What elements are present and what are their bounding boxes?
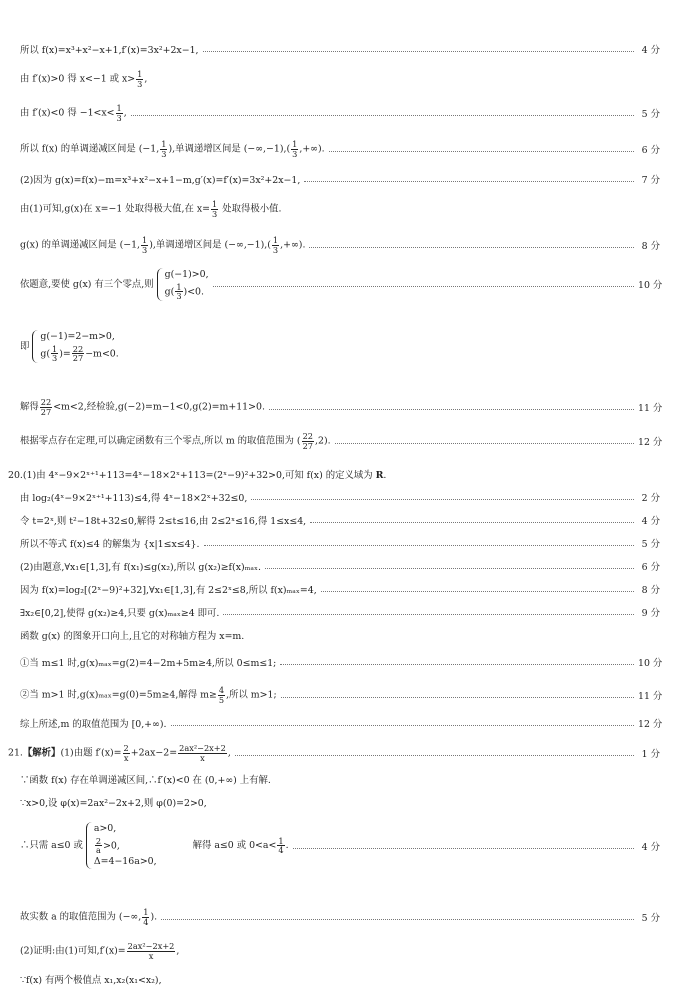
fraction: $\frac{4}{5}$ <box>218 685 225 705</box>
score: 6 分 <box>641 145 660 157</box>
fraction: $\frac{1}{3}$ <box>212 199 218 219</box>
score: 10 分 <box>638 658 663 669</box>
line-18: ∃x₂∈[0,2],使得 g(x₂)≥4,只要 g(x)ₘₐₓ≥4 即可. 9 分 <box>20 605 660 619</box>
equation-system: g(−1)>0, g( $\frac{1}{3}$ )<0. <box>157 268 209 301</box>
equation-system: g(−1)=2−m>0, g( $\frac{1}{3}$ )= $\frac{22}{27}$ −m<0. <box>32 330 118 363</box>
line-22: 综上所述,m 的取值范围为 [0,+∞). 12 分 <box>20 716 660 730</box>
score: 11 分 <box>638 403 663 415</box>
score: 12 分 <box>638 719 663 730</box>
line-28: (2)证明:由(1)可知,f′(x)= $\frac{\text{2ax²−2x+2}}{x}$ , <box>20 941 180 961</box>
leader-dots <box>204 544 635 546</box>
line-16: (2)由题意,∀x₁∈[1,3],有 f(x₁)≤g(x₂),所以 g(x₂)≥f(x)ₘₐₓ. 6 分 <box>20 559 660 573</box>
fraction: $\frac{1}{3}$ <box>116 103 122 123</box>
leader-dots <box>203 50 634 52</box>
line-21: ②当 m>1 时,g(x)ₘₐₓ=g(0)=5m≥4,解得 m≥ $\frac{4}{5}$ ,所以 m>1; 11 分 <box>20 685 663 705</box>
line-23: 21.【解析】(1)由题 f′(x)= $\frac{2}{x}$ +2ax−2= $\frac{\text{2ax²−2x+2}}{x}$ , 1 分 <box>8 743 660 763</box>
score: 5 分 <box>641 109 660 121</box>
leader-dots <box>280 663 634 665</box>
left-brace <box>32 330 39 363</box>
fraction: $\frac{22}{27}$ <box>302 431 313 451</box>
fraction: $\frac{1}{3}$ <box>292 139 298 159</box>
leader-dots <box>265 567 634 569</box>
fraction: $\frac{1}{3}$ <box>52 343 58 364</box>
line-4: 所以 f(x) 的单调递减区间是 (−1, $\frac{1}{3}$ ),单调递增区间是 (−∞,−1),( $\frac{1}{3}$ ,+∞). 6 分 <box>20 139 660 159</box>
fraction: $\frac{1}{3}$ <box>272 235 279 255</box>
line-1: 所以 f(x)=x³+x²−x+1,f′(x)=3x²+2x−1, 4 分 <box>20 42 660 56</box>
score: 7 分 <box>641 175 660 186</box>
score: 2 分 <box>641 493 660 504</box>
left-brace <box>157 268 164 301</box>
leader-dots <box>251 498 634 500</box>
leader-dots <box>269 408 634 410</box>
line-10: 解得 $\frac{22}{27}$ <m<2,经检验,g(−2)=m−1<0,g(2)=m+11>0. 11 分 <box>20 397 663 417</box>
score: 5 分 <box>641 539 660 550</box>
fraction: $\frac{1}{4}$ <box>143 907 149 927</box>
score: 4 分 <box>641 516 660 527</box>
leader-dots <box>335 442 634 444</box>
line-19: 函数 g(x) 的图象开口向上,且它的对称轴方程为 x=m. <box>20 631 245 642</box>
line-3: 由 f′(x)<0 得 −1<x< $\frac{1}{3}$ , 5 分 <box>20 103 660 123</box>
line-25: ∵x>0,设 φ(x)=2ax²−2x+2,则 φ(0)=2>0, <box>20 798 207 809</box>
left-brace <box>86 822 93 869</box>
equation-system: a>0, $\frac{2}{a}$ >0, Δ=4−16a>0, <box>86 822 157 869</box>
line-6: 由(1)可知,g(x)在 x=−1 处取得极大值,在 x= $\frac{1}{3}$ 处取得极小值. <box>20 199 282 219</box>
score: 5 分 <box>641 913 660 925</box>
leader-dots <box>309 246 634 248</box>
line-20: ①当 m≤1 时,g(x)ₘₐₓ=g(2)=4−2m+5m≥4,所以 0≤m≤1; 10 分 <box>20 655 660 669</box>
score: 10 分 <box>638 280 663 292</box>
score: 1 分 <box>641 749 660 761</box>
fraction: $\frac{1}{3}$ <box>176 281 182 302</box>
leader-dots <box>281 696 634 698</box>
line-14: 令 t=2ˣ,则 t²−18t+32≤0,解得 2≤t≤16,由 2≤2ˣ≤16,得 1≤x≤4, 4 分 <box>20 513 660 527</box>
leader-dots <box>329 150 634 152</box>
score: 8 分 <box>641 585 660 596</box>
score: 6 分 <box>641 562 660 573</box>
fraction: $\frac{1}{3}$ <box>137 69 143 89</box>
leader-dots <box>161 918 634 920</box>
leader-dots <box>171 724 635 726</box>
line-8: 依题意,要使 g(x) 有三个零点,则 g(−1)>0, g( $\frac{1}{3}$ )<0. 10 分 <box>20 269 663 302</box>
line-2: 由 f′(x)>0 得 x<−1 或 x> $\frac{1}{3}$ , <box>20 69 148 89</box>
leader-dots <box>235 754 634 756</box>
leader-dots <box>321 590 634 592</box>
score: 4 分 <box>641 45 660 56</box>
line-27: 故实数 a 的取值范围为 (−∞, $\frac{1}{4}$ ). 5 分 <box>20 907 660 927</box>
leader-dots <box>131 114 634 116</box>
fraction: $\frac{1}{3}$ <box>161 139 167 159</box>
line-17: 因为 f(x)=log₂[(2ˣ−9)²+32],∀x₁∈[1,3],有 2≤2ˣ≤8,所以 f(x)ₘₐₓ=4, 8 分 <box>20 582 660 596</box>
score: 4 分 <box>641 841 660 853</box>
leader-dots <box>293 847 634 849</box>
line-15: 所以不等式 f(x)≤4 的解集为 {x|1≤x≤4}. 5 分 <box>20 536 660 550</box>
leader-dots <box>213 285 634 287</box>
fraction: $\frac{2}{a}$ <box>95 835 102 856</box>
line-13: 由 log₂(4ˣ−9×2ˣ⁺¹+113)≤4,得 4ˣ−18×2ˣ+32≤0, 2 分 <box>20 490 660 504</box>
line-5: (2)因为 g(x)=f(x)−m=x³+x²−x+1−m,g′(x)=f′(x)=3x²+2x−1, 7 分 <box>20 172 660 186</box>
fraction: $\frac{22}{27}$ <box>40 397 52 417</box>
line-26: ∴只需 a≤0 或 a>0, $\frac{2}{a}$ >0, Δ=4−16a>0, 解得 a≤0 或 0<a< $\frac{1}{4}$ . 4 分 <box>20 822 660 869</box>
score: 12 分 <box>638 437 663 449</box>
fraction: $\frac{2}{x}$ <box>123 743 129 763</box>
line-24: ∵函数 f(x) 存在单调递减区间,∴f′(x)<0 在 (0,+∞) 上有解. <box>20 775 271 786</box>
line-12: 20.(1)由 4ˣ−9×2ˣ⁺¹+113=4ˣ−18×2ˣ+113=(2ˣ−9)²+32>0,可知 f(x) 的定义域为 R. <box>8 470 387 481</box>
line-7: g(x) 的单调递减区间是 (−1, $\frac{1}{3}$ ),单调递增区间是 (−∞,−1),( $\frac{1}{3}$ ,+∞). 8 分 <box>20 235 660 255</box>
line-11: 根据零点存在定理,可以确定函数有三个零点,所以 m 的取值范围为 ( $\frac{22}{27}$ ,2). 12 分 <box>20 431 663 451</box>
leader-dots <box>304 180 634 182</box>
fraction: $\frac{\text{2ax²−2x+2}}{x}$ <box>127 941 175 961</box>
line-29: ∵f(x) 有两个极值点 x₁,x₂(x₁<x₂), <box>20 975 162 986</box>
line-9: 即 g(−1)=2−m>0, g( $\frac{1}{3}$ )= $\frac{22}{27}$ −m<0. <box>20 331 119 364</box>
fraction: $\frac{\text{2ax²−2x+2}}{x}$ <box>179 743 226 763</box>
score: 11 分 <box>638 691 663 703</box>
leader-dots <box>310 521 634 523</box>
score: 9 分 <box>641 608 660 619</box>
score: 8 分 <box>641 241 660 253</box>
fraction: $\frac{1}{3}$ <box>142 235 148 255</box>
fraction: $\frac{1}{4}$ <box>278 835 284 856</box>
fraction: $\frac{22}{27}$ <box>72 343 84 364</box>
leader-dots <box>223 613 634 615</box>
